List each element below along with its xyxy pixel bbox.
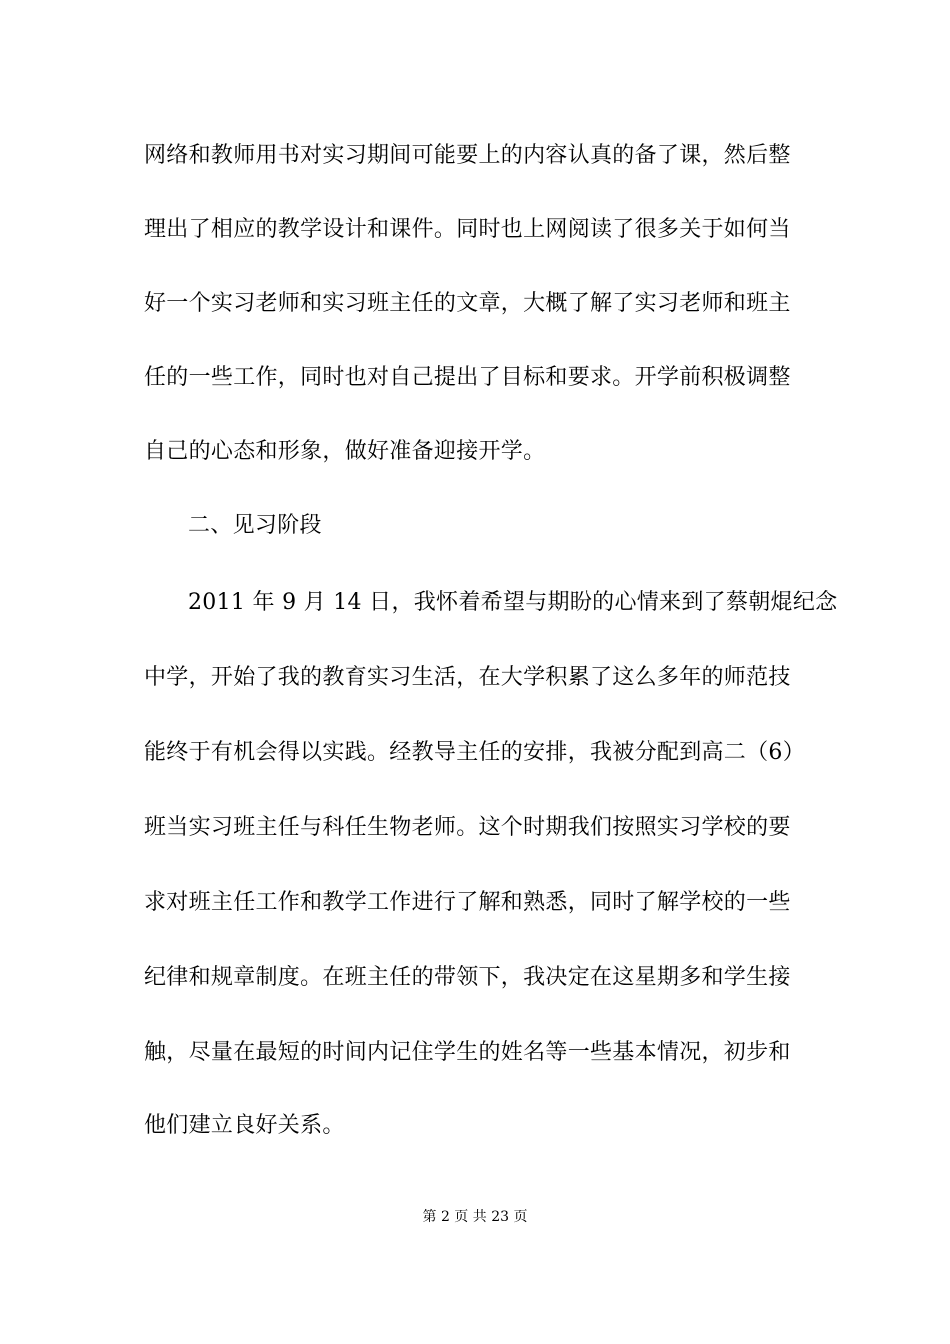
body-text-line: 好一个实习老师和实习班主任的文章，大概了解了实习老师和班主	[144, 291, 791, 316]
body-text-line: 他们建立良好关系。	[144, 1113, 345, 1138]
body-text-line: 任的一些工作，同时也对自己提出了目标和要求。开学前积极调整	[144, 365, 791, 390]
body-text-line: 中学，开始了我的教育实习生活，在大学积累了这么多年的师范技	[144, 665, 791, 690]
section-heading: 二、见习阶段	[188, 513, 322, 538]
body-text-line: 2011 年 9 月 14 日，我怀着希望与期盼的心情来到了蔡朝焜纪念	[188, 590, 838, 615]
body-text-line: 自己的心态和形象，做好准备迎接开学。	[144, 439, 546, 464]
body-text-line: 网络和教师用书对实习期间可能要上的内容认真的备了课，然后整	[144, 143, 791, 168]
body-text-line: 班当实习班主任与科任生物老师。这个时期我们按照实习学校的要	[144, 815, 791, 840]
body-text-line: 求对班主任工作和教学工作进行了解和熟悉，同时了解学校的一些	[144, 890, 791, 915]
body-text-line: 能终于有机会得以实践。经教导主任的安排，我被分配到高二（6）	[144, 740, 805, 765]
body-text-line: 理出了相应的教学设计和课件。同时也上网阅读了很多关于如何当	[144, 217, 791, 242]
body-text-line: 触，尽量在最短的时间内记住学生的姓名等一些基本情况，初步和	[144, 1040, 791, 1065]
body-text-line: 纪律和规章制度。在班主任的带领下，我决定在这星期多和学生接	[144, 965, 791, 990]
page-number-footer: 第 2 页 共 23 页	[422, 1209, 528, 1225]
